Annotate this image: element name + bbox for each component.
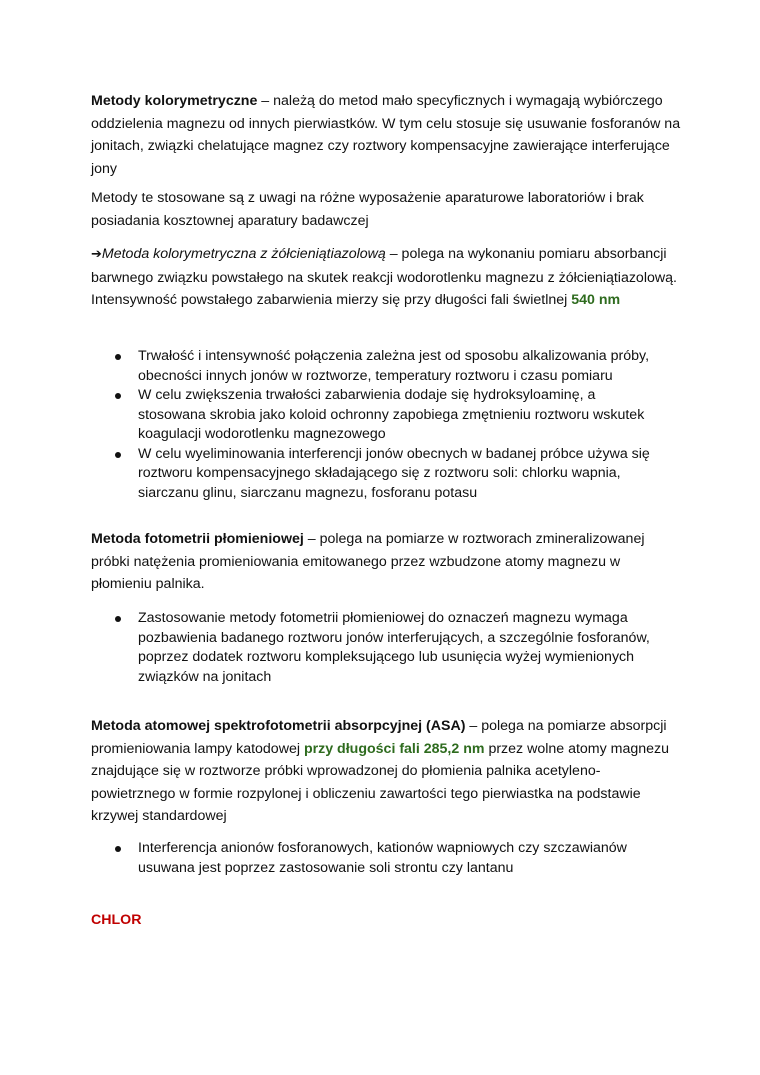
heading-asa: Metoda atomowej spektrofotometrii absorpcyjnej (ASA) xyxy=(91,718,466,734)
heading-colorimetric-methods: Metody kolorymetryczne xyxy=(91,93,258,109)
list-item: W celu zwiększenia trwałości zabarwienia dodaje się hydroksyloaminę, a stosowana skrobia jako koloid ochronny zapobiega zmętnieniu roztworu wskutek koagulacji wodorotlenku magnezowego xyxy=(91,386,651,445)
list-item: Interferencja anionów fosforanowych, kationów wapniowych czy szczawianów usuwana jest poprzez zastosowanie soli strontu czy lantanu xyxy=(91,839,651,878)
bullet-icon xyxy=(115,616,121,622)
paragraph-asa: Metoda atomowej spektrofotometrii absorpcyjnej (ASA) – polega na pomiarze absorpcji promieniowania lampy katodowej przy długości fali 285,2 nm przez wolne atomy magnezu znajdujące się w roztworze próbki wprowadzonej do płomienia palnika acetyleno-powietrznego w formie rozpylonej i obliczeniu zawartości tego pierwiastka na podstawie krzywej standardowej xyxy=(91,718,670,824)
wavelength-285: przy długości fali 285,2 nm xyxy=(303,740,485,757)
paragraph-thiazole-yellow-method: ➔Metoda kolorymetryczna z żółcieniątiazolową – polega na wykonaniu pomiaru absorbancji barwnego związku powstałego na skutek reakcji wodorotlenku magnezu z żółcieniątiazolową. Intensywność powstałego zabarwienia mierzy się przy długości fali świetlnej 540 nm xyxy=(91,246,677,308)
list-item: W celu wyeliminowania interferencji jonów obecnych w badanej próbce używa się roztworu kompensacyjnego składającego się z roztworu soli: chlorku wapnia, siarczanu glinu, siarczanu magnezu, fosforanu potasu xyxy=(91,445,651,504)
heading-chlor: CHLOR xyxy=(91,912,142,928)
method-title-thiazole: Metoda kolorymetryczna z żółcieniątiazolową xyxy=(101,246,386,262)
bullet-icon xyxy=(115,452,121,458)
heading-flame-photometry: Metoda fotometrii płomieniowej xyxy=(91,531,304,547)
bullet-icon xyxy=(115,846,121,852)
list-item: Trwałość i intensywność połączenia zależna jest od sposobu alkalizowania próby, obecności innych jonów w roztworze, temperatury roztworu i czasu pomiaru xyxy=(91,347,651,386)
bullet-list-colorimetric xyxy=(91,347,651,503)
wavelength-540: 540 nm xyxy=(571,292,621,308)
bullet-icon xyxy=(115,354,121,360)
paragraph-flame-photometry: Metoda fotometrii płomieniowej – polega na pomiarze w roztworach zmineralizowanej próbki natężenia promieniowania emitowanego przez wzbudzone atomy magnezu w płomieniu palnika. xyxy=(91,531,645,592)
bullet-list-flame xyxy=(91,609,651,687)
bullet-list-asa xyxy=(91,839,651,878)
bullet-icon xyxy=(115,393,121,399)
paragraph-colorimetric-methods: Metody kolorymetryczne – należą do metod mało specyficznych i wymagają wybiórczego oddzielenia magnezu od innych pierwiastków. W tym celu stosuje się usuwanie fosforanów na jonitach, związki chelatujące magnez czy roztwory kompensacyjne zawierające interferujące jony xyxy=(91,93,681,177)
paragraph-equipment: Metody te stosowane są z uwagi na różne wyposażenie aparaturowe laboratoriów i brak posiadania kosztownej aparatury badawczej xyxy=(91,190,644,229)
list-item: Zastosowanie metody fotometrii płomieniowej do oznaczeń magnezu wymaga pozbawienia badanego roztworu jonów interferujących, a szczególnie fosforanów, poprzez dodatek roztworu kompleksującego lub usunięcia wyżej wymienionych związków na jonitach xyxy=(91,609,651,687)
arrow-right-icon: ➔ xyxy=(91,247,102,262)
